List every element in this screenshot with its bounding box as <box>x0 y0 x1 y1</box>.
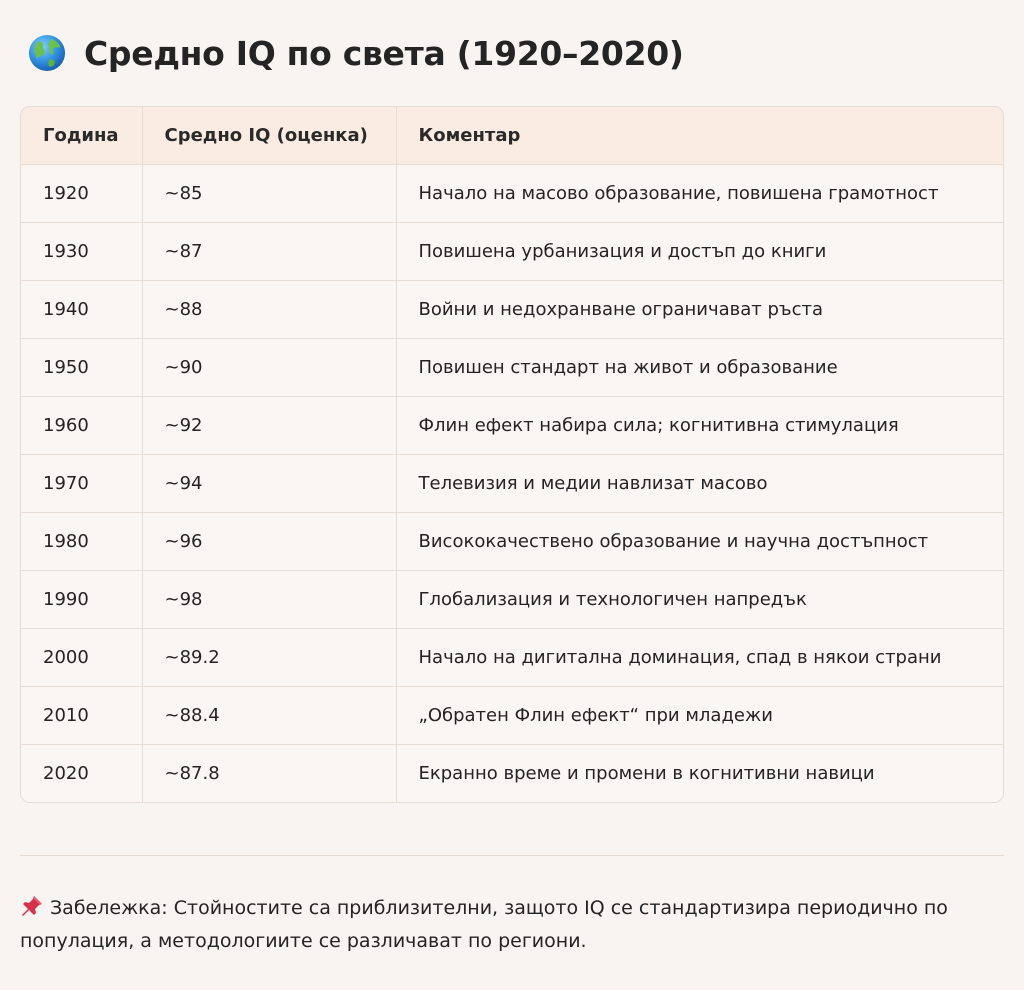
cell-year: 1970 <box>21 455 142 513</box>
cell-year: 1990 <box>21 571 142 629</box>
cell-iq: ~87 <box>142 223 396 281</box>
table-row <box>21 339 1003 397</box>
column-header-iq: Средно IQ (оценка) <box>142 107 396 165</box>
column-header-year: Година <box>21 107 142 165</box>
table-row <box>21 455 1003 513</box>
cell-year: 2010 <box>21 687 142 745</box>
cell-iq: ~88 <box>142 281 396 339</box>
cell-year: 1980 <box>21 513 142 571</box>
note <box>20 892 1010 958</box>
data-table <box>21 107 1003 802</box>
table-row <box>21 281 1003 339</box>
page-title: Средно IQ по света (1920–2020) <box>84 33 684 73</box>
cell-comment: „Обратен Флин ефект“ при младежи <box>396 687 1003 745</box>
cell-year: 2000 <box>21 629 142 687</box>
cell-comment: Висококачествено образование и научна достъпност <box>396 513 1003 571</box>
cell-year: 1920 <box>21 165 142 223</box>
cell-iq: ~96 <box>142 513 396 571</box>
note-text: Забележка: Стойностите са приблизителни, защото IQ се стандартизира периодично по популация, а методологиите се различават по региони. <box>20 897 948 952</box>
table-row <box>21 513 1003 571</box>
cell-comment: Телевизия и медии навлизат масово <box>396 455 1003 513</box>
cell-iq: ~85 <box>142 165 396 223</box>
cell-comment: Глобализация и технологичен напредък <box>396 571 1003 629</box>
cell-iq: ~87.8 <box>142 745 396 803</box>
cell-comment: Войни и недохранване ограничават ръста <box>396 281 1003 339</box>
cell-iq: ~98 <box>142 571 396 629</box>
divider <box>20 855 1004 856</box>
table-row <box>21 687 1003 745</box>
cell-iq: ~90 <box>142 339 396 397</box>
cell-year: 2020 <box>43 763 89 784</box>
cell-comment: Флин ефект набира сила; когнитивна стимулация <box>396 397 1003 455</box>
globe-icon <box>28 34 66 72</box>
cell-iq: ~88.4 <box>142 687 396 745</box>
iq-table <box>20 106 1004 803</box>
table-row <box>21 745 1003 803</box>
cell-comment: Повишена урбанизация и достъп до книги <box>396 223 1003 281</box>
table-row <box>21 571 1003 629</box>
cell-iq: ~92 <box>142 397 396 455</box>
cell-comment: Начало на масово образование, повишена грамотност <box>396 165 1003 223</box>
cell-year: 1930 <box>21 223 142 281</box>
cell-year: 1960 <box>21 397 142 455</box>
cell-iq: ~94 <box>142 455 396 513</box>
cell-iq: ~89.2 <box>142 629 396 687</box>
table-row <box>21 397 1003 455</box>
cell-year: 1950 <box>21 339 142 397</box>
column-header-comment: Коментар <box>396 107 1003 165</box>
cell-comment: Екранно време и промени в когнитивни навици <box>396 745 1003 803</box>
cell-comment: Начало на дигитална доминация, спад в някои страни <box>396 629 1003 687</box>
table-row <box>21 629 1003 687</box>
title-row <box>20 0 1004 106</box>
table-header-row <box>21 107 1003 165</box>
pushpin-icon <box>20 894 44 918</box>
cell-comment: Повишен стандарт на живот и образование <box>396 339 1003 397</box>
table-row <box>21 223 1003 281</box>
cell-year: 1940 <box>21 281 142 339</box>
table-row <box>21 165 1003 223</box>
